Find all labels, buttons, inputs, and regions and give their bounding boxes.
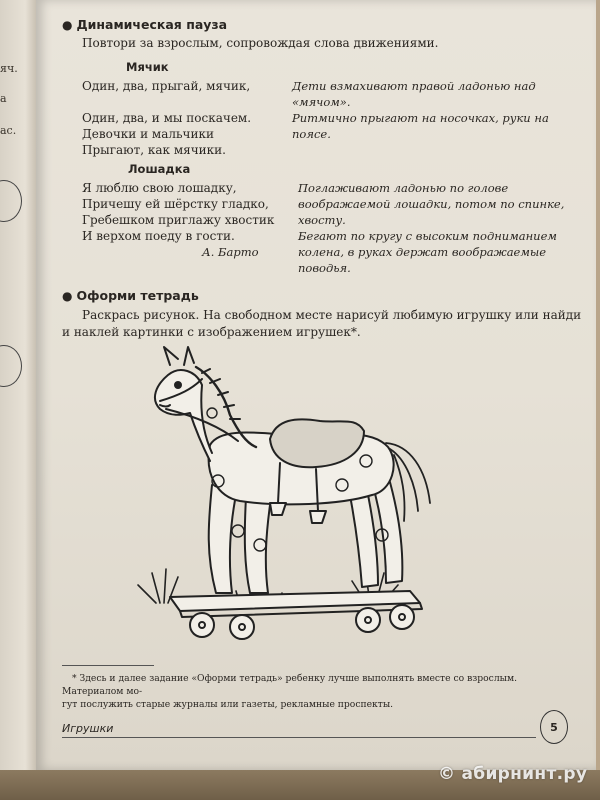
toy-horse-illustration <box>120 335 450 645</box>
action-line: Ритмично прыгают на носочках, руки на <box>292 111 549 125</box>
page-number: 5 <box>540 710 568 744</box>
left-page-drawing <box>0 180 22 222</box>
poem-author: А. Барто <box>202 245 259 259</box>
bullet-icon: ● <box>62 289 73 303</box>
left-page-fragment: а <box>0 92 7 105</box>
action-line: хвосту. <box>298 213 346 227</box>
action-line: поясе. <box>292 127 331 141</box>
poem-line: И верхом поеду в гости. <box>82 229 235 243</box>
footnote-line: * Здесь и далее задание «Оформи тетрадь» ребенку лучше выполнять вместе со взрослым. Материалом мо- <box>62 673 518 697</box>
footnote-rule <box>62 665 154 666</box>
action-line: Бегают по кругу с высоким подниманием <box>298 229 557 243</box>
poem-line: Я люблю свою лошадку, <box>82 181 237 195</box>
action-line: Дети взмахивают правой ладонью над <box>292 79 536 93</box>
section-heading-dynamic-pause <box>62 17 227 32</box>
bullet-icon: ● <box>62 18 73 32</box>
poem-title-horse: Лошадка <box>128 162 191 176</box>
left-page-drawing <box>0 345 22 387</box>
footnote <box>62 672 557 711</box>
poem-line: Один, два, и мы поскачем. <box>82 111 252 125</box>
footnote-line: гут послужить старые журналы или газеты, рекламные проспекты. <box>62 699 394 710</box>
poem-line: Гребешком приглажу хвостик <box>82 213 275 227</box>
action-line: Поглаживают ладонью по голове <box>298 181 509 195</box>
footer-rule <box>62 737 536 738</box>
task-line: Раскрась рисунок. На свободном месте нарисуй любимую игрушку или найди <box>82 308 582 322</box>
section-heading-text: Динамическая пауза <box>76 17 228 32</box>
poem-line: Девочки и мальчики <box>82 127 214 141</box>
left-page-fragment: яч. <box>0 62 18 75</box>
poem-title-ball: Мячик <box>126 60 169 74</box>
chapter-label: Игрушки <box>62 722 114 735</box>
action-line: воображаемой лошадки, потом по спинке, <box>298 197 565 211</box>
poem-line: Причешу ей шёрстку гладко, <box>82 197 269 211</box>
section-intro: Повтори за взрослым, сопровождая слова движениями. <box>82 36 439 50</box>
left-page-fragment: ас. <box>0 124 17 137</box>
left-page-edge <box>0 0 36 800</box>
poem-line: Прыгают, как мячики. <box>82 143 226 157</box>
action-line: поводья. <box>298 261 351 275</box>
watermark-logo: © абирнинт.ру <box>438 764 588 784</box>
section-heading-notebook <box>62 288 199 303</box>
poem-line: Один, два, прыгай, мячик, <box>82 79 251 93</box>
action-line: колена, в руках держат воображаемые <box>298 245 547 259</box>
section-heading-text: Оформи тетрадь <box>76 288 199 303</box>
action-line: «мячом». <box>292 95 351 109</box>
task-line: и наклей картинки с изображением игрушек*. <box>62 325 361 339</box>
